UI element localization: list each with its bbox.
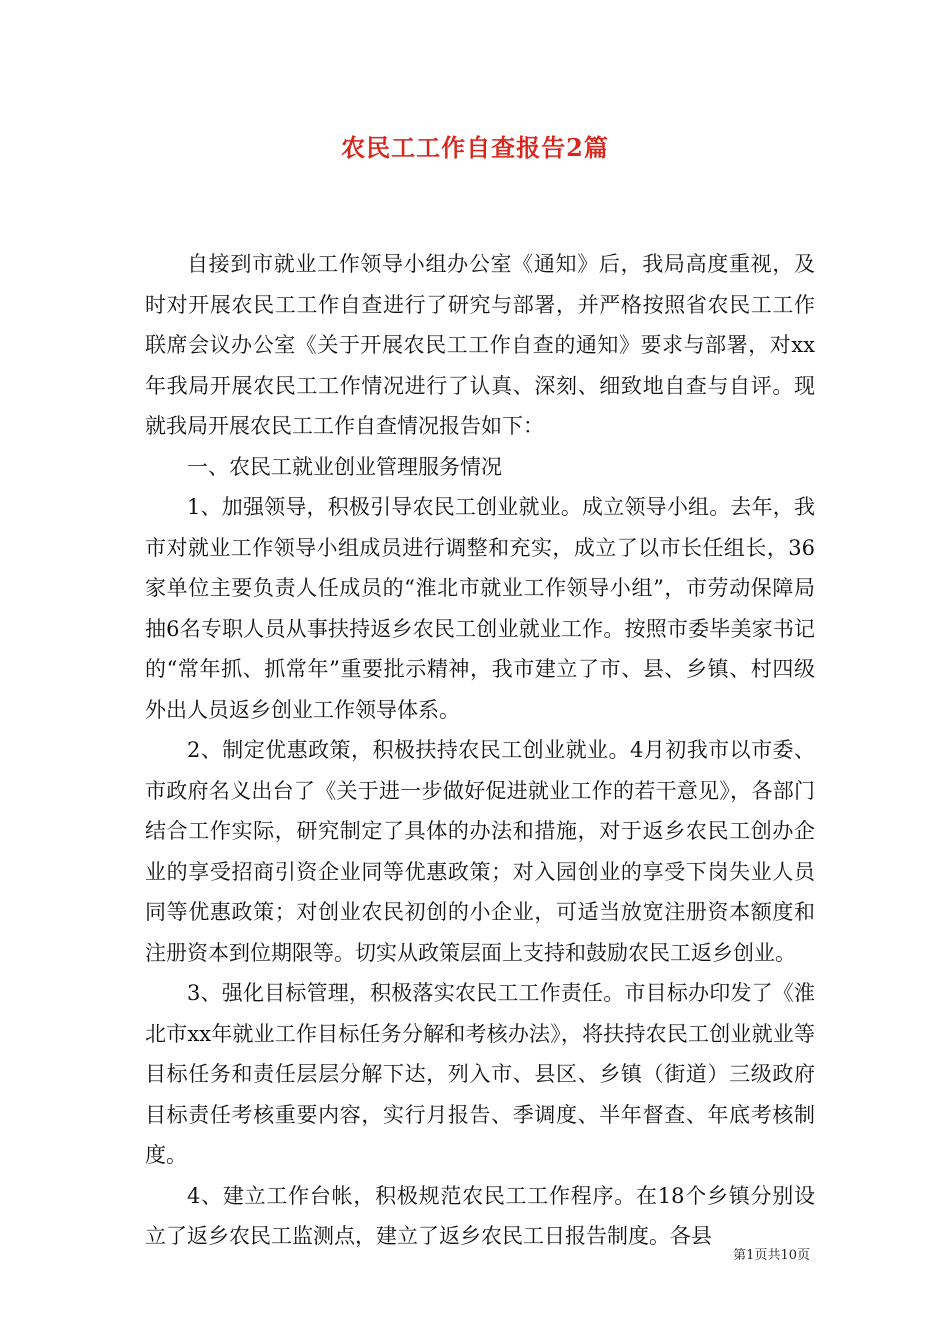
paragraph-item-1: 1、加强领导，积极引导农民工创业就业。成立领导小组。去年，我市对就业工作领导小组成员进行调整和充实，成立了以市长任组长，36家单位主要负责人任成员的“淮北市就业工作领导小组”，市劳动保障局抽6名专职人员从事扶持返乡农民工创业就业工作。按照市委毕美家书记的“常年抓、抓常年”重要批示精神，我市建立了市、县、乡镇、村四级外出人员返乡创业工作领导体系。	[145, 495, 815, 722]
paragraph-item-3: 3、强化目标管理，积极落实农民工工作责任。市目标办印发了《淮北市xx年就业工作目标任务分解和考核办法》，将扶持农民工创业就业等目标任务和责任层层分解下达，列入市、县区、乡镇（街道）三级政府目标责任考核重要内容，实行月报告、季调度、半年督查、年底考核制度。	[145, 981, 815, 1167]
document-body	[145, 244, 815, 1257]
section-heading-1: 一、农民工就业创业管理服务情况	[187, 454, 502, 479]
paragraph-item-4: 4、建立工作台帐，积极规范农民工工作程序。在18个乡镇分别设立了返乡农民工监测点，建立了返乡农民工日报告制度。各县	[145, 1183, 815, 1248]
document-title: 农民工工作自查报告2篇	[341, 133, 609, 162]
paragraph-item-2: 2、制定优惠政策，积极扶持农民工创业就业。4月初我市以市委、市政府名义出台了《关于进一步做好促进就业工作的若干意见》，各部门结合工作实际，研究制定了具体的办法和措施，对于返乡农民工创办企业的享受招商引资企业同等优惠政策；对入园创业的享受下岗失业人员同等优惠政策；对创业农民初创的小企业，可适当放宽注册资本额度和注册资本到位期限等。切实从政策层面上支持和鼓励农民工返乡创业。	[145, 738, 815, 965]
page-number-footer: 第1页共10页	[733, 1248, 810, 1263]
paragraph-intro: 自接到市就业工作领导小组办公室《通知》后，我局高度重视，及时对开展农民工工作自查进行了研究与部署，并严格按照省农民工工作联席会议办公室《关于开展农民工工作自查的通知》要求与部署，对xx年我局开展农民工工作情况进行了认真、深刻、细致地自查与自评。现就我局开展农民工工作自查情况报告如下：	[145, 252, 815, 438]
